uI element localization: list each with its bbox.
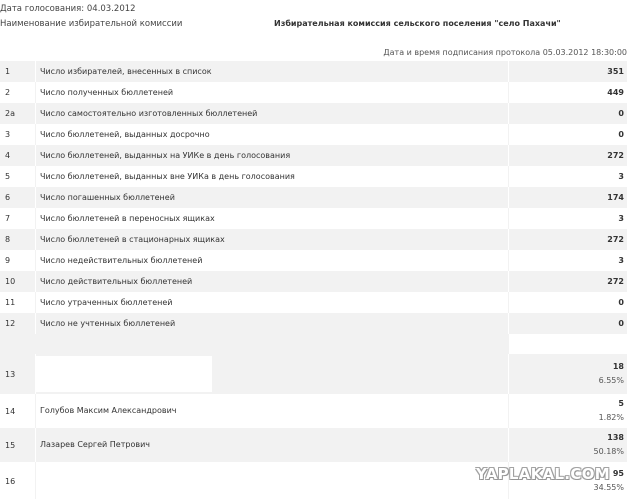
row-value: 3: [618, 214, 624, 223]
candidate-number-cell: [0, 428, 36, 462]
table-row: [0, 82, 627, 103]
row-value-cell: [509, 292, 627, 313]
candidate-number: 13: [5, 370, 16, 379]
row-number-cell: [0, 103, 36, 124]
row-name-cell: [36, 103, 509, 124]
row-value: 0: [618, 130, 624, 139]
row-number: 2а: [5, 109, 15, 118]
row-value-cell: [509, 124, 627, 145]
row-value: 174: [607, 193, 624, 202]
row-number-cell: [0, 124, 36, 145]
row-name-cell: [36, 250, 509, 271]
candidate-name: Голубов Максим Александрович: [40, 406, 177, 415]
table-row: [0, 250, 627, 271]
candidate-votes: 5: [618, 399, 624, 408]
row-name: Число бюллетеней в стационарных ящиках: [40, 235, 225, 244]
protocol-table: [0, 61, 627, 499]
row-name: Число бюллетеней, выданных вне УИКа в день голосования: [40, 172, 295, 181]
candidate-percent: 50.18%: [593, 447, 624, 456]
row-number: 10: [5, 277, 16, 286]
row-number: 12: [5, 319, 16, 328]
candidate-name-cell: [36, 354, 509, 394]
redacted-name-box: [36, 356, 212, 392]
table-row: [0, 271, 627, 292]
candidate-number-cell: [0, 462, 36, 499]
candidate-row: [0, 394, 627, 428]
row-value: 272: [607, 235, 624, 244]
row-name-cell: [36, 61, 509, 82]
row-value: 3: [618, 256, 624, 265]
row-number-cell: [0, 313, 36, 334]
row-value-cell: [509, 313, 627, 334]
row-name-cell: [36, 82, 509, 103]
spacer-value-cell: [509, 334, 627, 354]
watermark-logo: YAPLAKAL.COM: [476, 465, 610, 483]
candidate-row: [0, 428, 627, 462]
candidate-percent: 1.82%: [598, 413, 624, 422]
signing-label: Дата и время подписания протокола: [383, 48, 541, 57]
candidate-votes: 95: [612, 469, 624, 478]
row-number-cell: [0, 187, 36, 208]
row-value-cell: [509, 103, 627, 124]
row-value-cell: [509, 229, 627, 250]
row-number: 1: [5, 67, 11, 76]
row-number: 6: [5, 193, 11, 202]
row-number: 7: [5, 214, 11, 223]
row-number: 4: [5, 151, 11, 160]
commission-name: Избирательная комиссия сельского поселения "село Пахачи": [274, 19, 561, 28]
candidate-name-cell: [36, 428, 509, 462]
row-number: 9: [5, 256, 11, 265]
row-name: Число бюллетеней, выданных досрочно: [40, 130, 210, 139]
table-row: [0, 61, 627, 82]
spacer-row: [0, 334, 627, 354]
row-value-cell: [509, 61, 627, 82]
row-value: 272: [607, 277, 624, 286]
candidate-votes: 18: [612, 362, 624, 371]
row-name: Число не учтенных бюллетеней: [40, 319, 176, 328]
candidate-percent: 34.55%: [593, 483, 624, 492]
row-name-cell: [36, 145, 509, 166]
row-name: Число действительных бюллетеней: [40, 277, 193, 286]
row-value: 351: [607, 67, 624, 76]
row-number: 2: [5, 88, 11, 97]
signing-line: [383, 48, 627, 57]
row-name-cell: [36, 166, 509, 187]
commission-label: Наименование избирательной комиссии: [0, 19, 183, 29]
table-row: [0, 166, 627, 187]
row-value-cell: [509, 82, 627, 103]
table-row: [0, 229, 627, 250]
row-name: Число бюллетеней в переносных ящиках: [40, 214, 215, 223]
spacer-name-cell: [36, 334, 509, 354]
candidate-name: Лазарев Сергей Петрович: [40, 440, 150, 449]
row-name: Число утраченных бюллетеней: [40, 298, 173, 307]
row-number-cell: [0, 271, 36, 292]
row-name-cell: [36, 187, 509, 208]
table-row: [0, 208, 627, 229]
row-value: 0: [618, 109, 624, 118]
row-number: 3: [5, 130, 11, 139]
row-number-cell: [0, 229, 36, 250]
row-value-cell: [509, 250, 627, 271]
candidate-number: 14: [5, 407, 16, 416]
row-value: 3: [618, 172, 624, 181]
row-name: Число недействительных бюллетеней: [40, 256, 203, 265]
table-row: [0, 292, 627, 313]
row-name-cell: [36, 313, 509, 334]
row-number-cell: [0, 208, 36, 229]
row-value-cell: [509, 166, 627, 187]
row-name-cell: [36, 208, 509, 229]
row-value-cell: [509, 271, 627, 292]
candidate-votes: 138: [607, 433, 624, 442]
row-value: 272: [607, 151, 624, 160]
voting-date-label: Дата голосования:: [0, 4, 85, 14]
row-name: Число бюллетеней, выданных на УИКе в день голосования: [40, 151, 291, 160]
candidate-name-cell: [36, 462, 509, 499]
table-row: [0, 187, 627, 208]
row-value-cell: [509, 208, 627, 229]
table-row: [0, 103, 627, 124]
table-row: [0, 313, 627, 334]
table-row: [0, 124, 627, 145]
row-number: 8: [5, 235, 11, 244]
row-number-cell: [0, 82, 36, 103]
candidate-value-cell: [509, 354, 627, 394]
row-value-cell: [509, 145, 627, 166]
candidate-number: 15: [5, 441, 16, 450]
candidate-percent: 6.55%: [598, 376, 624, 385]
redacted-name-box: [36, 464, 212, 497]
row-name: Число полученных бюллетеней: [40, 88, 174, 97]
candidate-number-cell: [0, 354, 36, 394]
row-name-cell: [36, 292, 509, 313]
candidate-row: [0, 354, 627, 394]
candidate-number-cell: [0, 394, 36, 428]
row-number-cell: [0, 292, 36, 313]
candidate-number: 16: [5, 477, 16, 486]
spacer-number-cell: [0, 334, 36, 354]
row-name-cell: [36, 124, 509, 145]
candidate-value-cell: [509, 394, 627, 428]
row-number: 11: [5, 298, 16, 307]
row-number-cell: [0, 61, 36, 82]
row-name: Число погашенных бюллетеней: [40, 193, 175, 202]
row-value: 449: [607, 88, 624, 97]
row-value-cell: [509, 187, 627, 208]
row-number-cell: [0, 250, 36, 271]
row-number-cell: [0, 166, 36, 187]
candidate-name-cell: [36, 394, 509, 428]
voting-date-value: 04.03.2012: [86, 4, 136, 14]
table-row: [0, 145, 627, 166]
row-name-cell: [36, 271, 509, 292]
row-number: 5: [5, 172, 11, 181]
row-number-cell: [0, 145, 36, 166]
row-value: 0: [618, 319, 624, 328]
row-name: Число самостоятельно изготовленных бюллетеней: [40, 109, 258, 118]
row-name: Число избирателей, внесенных в список: [40, 67, 212, 76]
row-name-cell: [36, 229, 509, 250]
candidate-value-cell: [509, 428, 627, 462]
signing-datetime: 05.03.2012 18:30:00: [542, 48, 627, 57]
row-value: 0: [618, 298, 624, 307]
voting-date-line: [0, 4, 136, 14]
